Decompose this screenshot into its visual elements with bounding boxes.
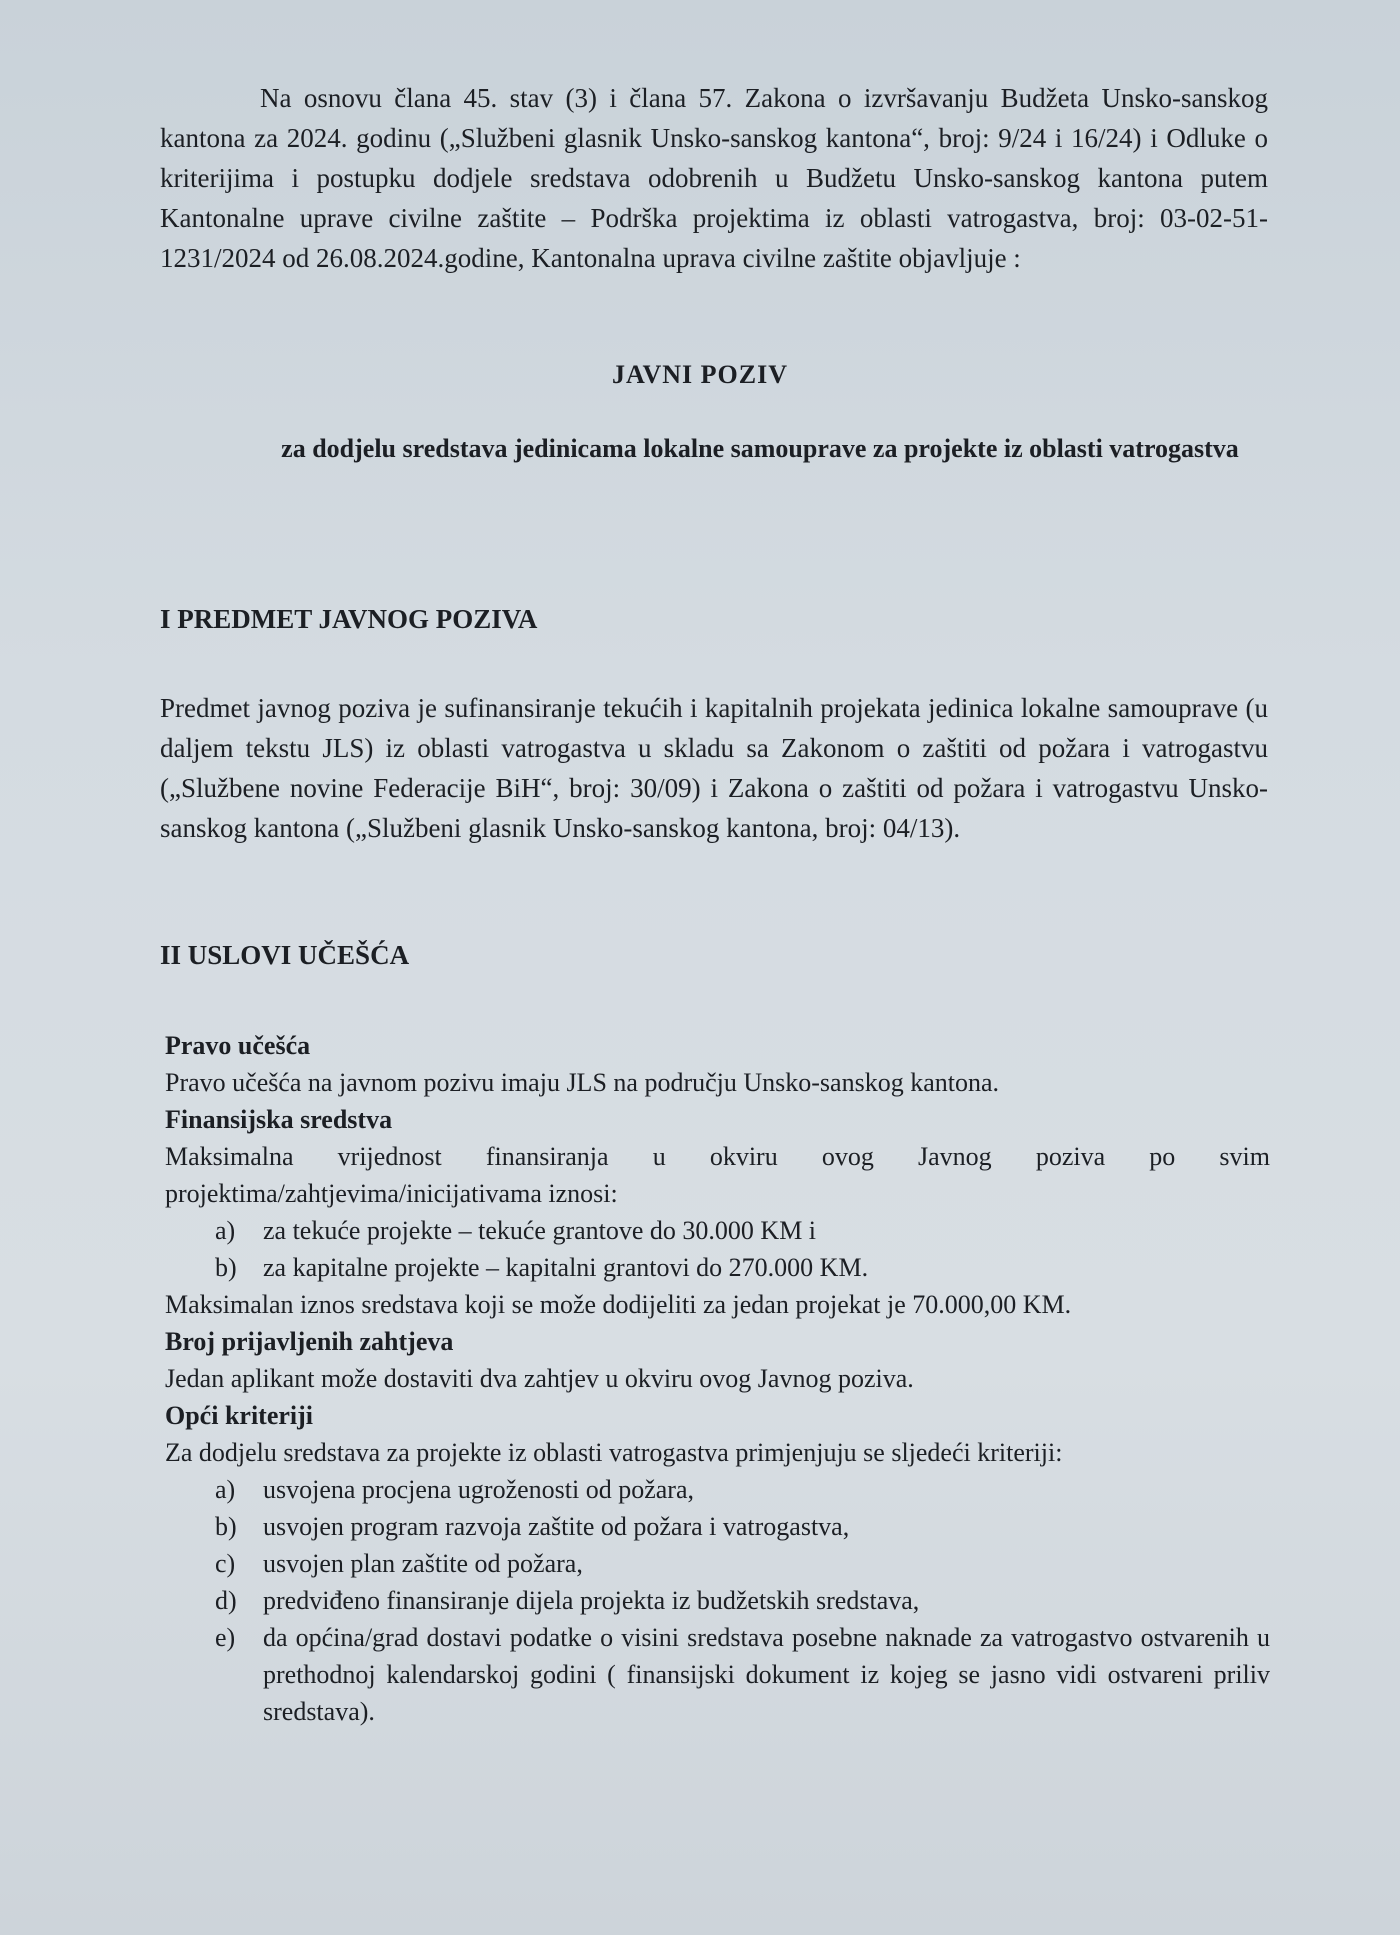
broj-zahtjeva-heading: Broj prijavljenih zahtjeva [165, 1327, 454, 1356]
list-marker: b) [215, 1512, 237, 1541]
kriteriji-list [165, 1471, 1270, 1730]
list-item-text: za tekuće projekte – tekuće grantove do 30.000 KM i [263, 1216, 817, 1245]
list-item [215, 1471, 1270, 1508]
list-marker: a) [215, 1216, 236, 1245]
list-item [215, 1619, 1270, 1730]
finansijska-sredstva-heading: Finansijska sredstva [165, 1105, 393, 1134]
list-item [215, 1582, 1270, 1619]
list-item-text: usvojen program razvoja zaštite od požara i vatrogastva, [263, 1512, 850, 1541]
intro-paragraph: Na osnovu člana 45. stav (3) i člana 57. Zakona o izvršavanju Budžeta Unsko-sanskog kantona za 2024. godinu („Službeni glasnik Unsko-sanskog kantona“, broj: 9/24 i 16/24) i Odluke o kriterijima i postupku dodjele sredstava odobrenih u Budžetu Unsko-sanskog kantona putem Kantonalne uprave civilne zaštite – Podrška projektima iz oblasti vatrogastva, broj: 03-02-51-1231/2024 od 26.08.2024.godine, Kantonalna uprava civilne zaštite objavljuje : [160, 83, 1268, 273]
list-item-text: da općina/grad dostavi podatke o visini sredstava posebne naknade za vatrogastvo ostvarenih u prethodnoj kalendarskoj godini ( finansijski dokument iz kojeg se jasno vidi ostvareni priliv sredstava). [263, 1623, 1270, 1726]
document-title: JAVNI POZIV [612, 360, 788, 389]
list-item-text: za kapitalne projekte – kapitalni grantovi do 270.000 KM. [263, 1253, 869, 1282]
section-2-heading: II USLOVI UČEŠĆA [160, 940, 410, 970]
list-marker: d) [215, 1586, 237, 1615]
list-item [215, 1249, 1270, 1286]
pravo-ucesca-heading: Pravo učešća [165, 1031, 311, 1060]
section-1-paragraph: Predmet javnog poziva je sufinansiranje tekućih i kapitalnih projekata jedinica lokalne samouprave (u daljem tekstu JLS) iz oblasti vatrogastva u skladu sa Zakonom o zaštiti od požara i vatrogastvu („Službene novine Federacije BiH“, broj: 30/09) i Zakona o zaštiti od požara i vatrogastvu Unsko-sanskog kantona („Službeni glasnik Unsko-sanskog kantona, broj: 04/13). [160, 693, 1268, 843]
finansijska-list [165, 1212, 1270, 1286]
list-marker: e) [215, 1623, 236, 1652]
list-item [215, 1212, 1270, 1249]
section-2-body [165, 1027, 1270, 1730]
opci-kriteriji-text: Za dodjelu sredstava za projekte iz oblasti vatrogastva primjenjuju se sljedeći kriteriji: [165, 1438, 1063, 1467]
pravo-ucesca-text: Pravo učešća na javnom pozivu imaju JLS na području Unsko-sanskog kantona. [165, 1068, 999, 1097]
list-marker: c) [215, 1549, 236, 1578]
list-item-text: usvojen plan zaštite od požara, [263, 1549, 583, 1578]
maksimalan-iznos-text: Maksimalan iznos sredstava koji se može dodijeliti za jedan projekat je 70.000,00 KM. [165, 1290, 1072, 1319]
finansijska-text-line-2: projektima/zahtjevima/inicijativama iznosi: [165, 1179, 618, 1208]
list-item [215, 1508, 1270, 1545]
opci-kriteriji-heading: Opći kriteriji [165, 1401, 314, 1430]
list-marker: a) [215, 1475, 236, 1504]
broj-zahtjeva-text: Jedan aplikant može dostaviti dva zahtjev u okviru ovog Javnog poziva. [165, 1364, 914, 1393]
finansijska-text-line-1: Maksimalna vrijednost finansiranja u okviru ovog Javnog poziva po svim [165, 1142, 1270, 1171]
section-1-heading: I PREDMET JAVNOG POZIVA [160, 604, 538, 634]
document-subtitle: za dodjelu sredstava jedinicama lokalne samouprave za projekte iz oblasti vatrogastva [281, 434, 1239, 463]
list-item-text: usvojena procjena ugroženosti od požara, [263, 1475, 695, 1504]
list-item [215, 1545, 1270, 1582]
list-marker: b) [215, 1253, 237, 1282]
list-item-text: predviđeno finansiranje dijela projekta iz budžetskih sredstava, [263, 1586, 920, 1615]
